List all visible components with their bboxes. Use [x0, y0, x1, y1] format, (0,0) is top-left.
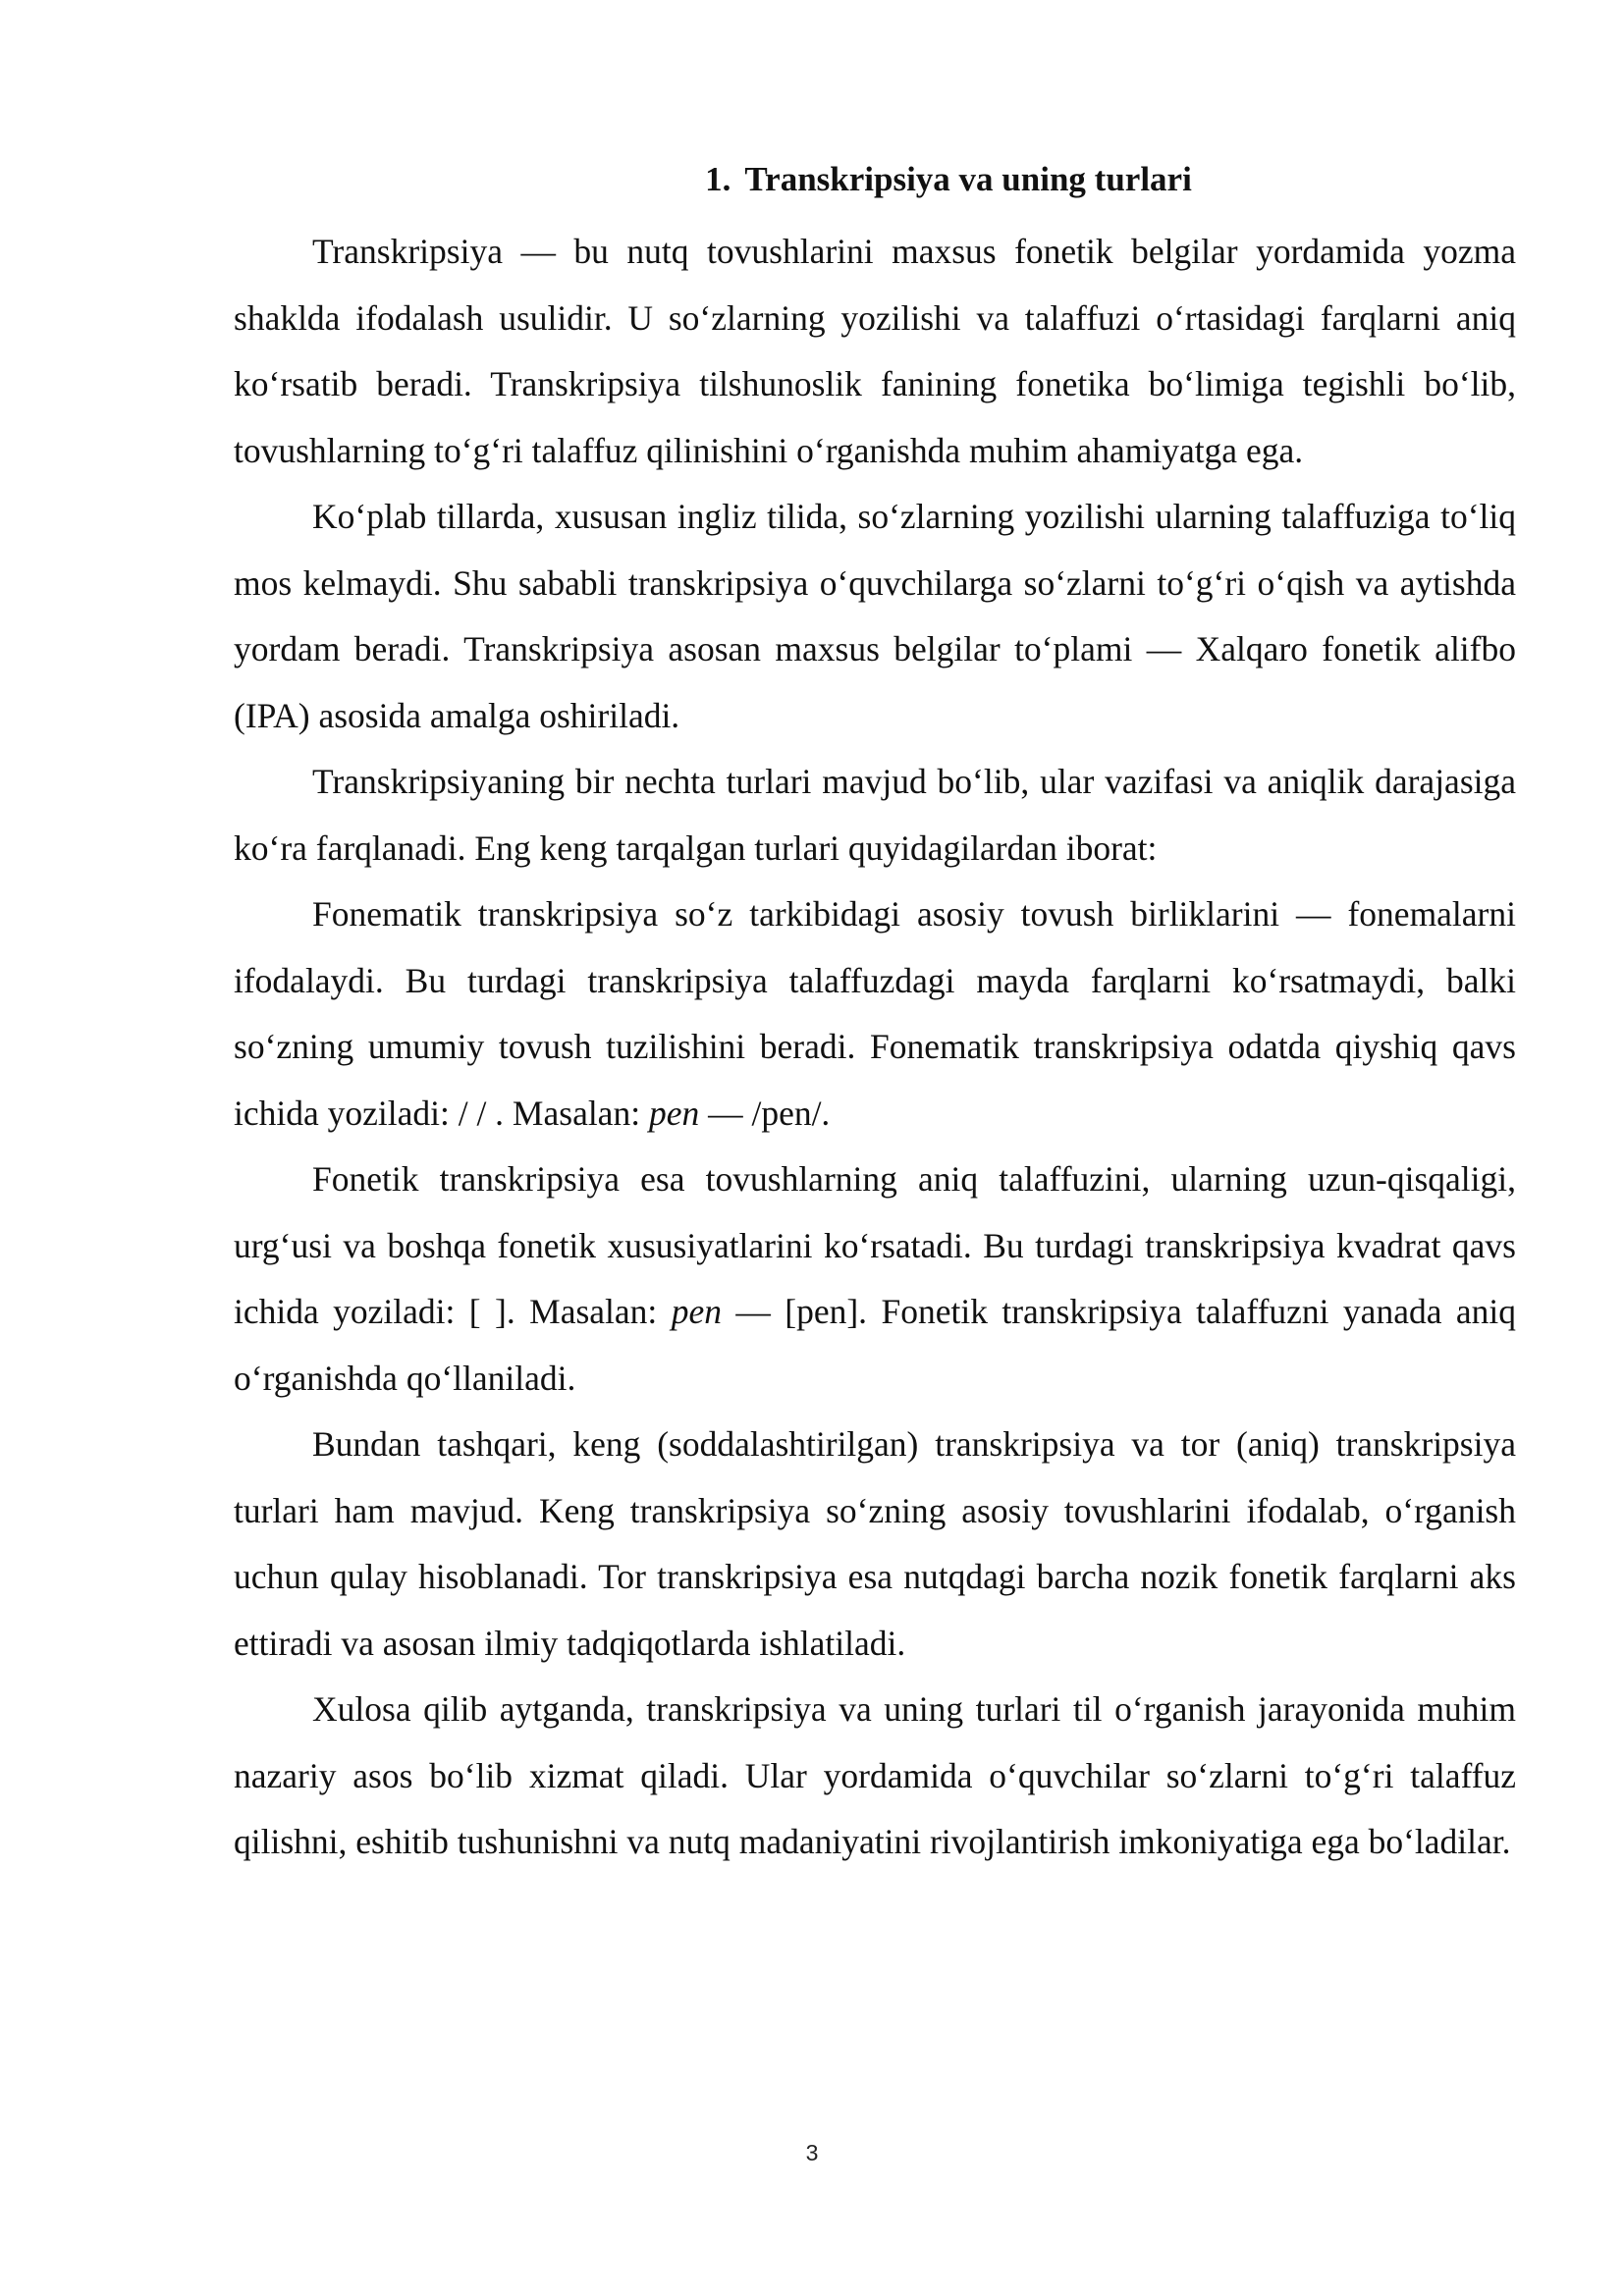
- section-heading: [234, 152, 1516, 207]
- document-page: [234, 152, 1516, 1876]
- phonemic-example-word: pen: [648, 1093, 700, 1133]
- phonemic-text: Fonematik transkripsiya so‘z tarkibidagi asosiy tovush birliklarini — fonemalarni ifodalaydi. Bu turdagi transkripsiya talaffuzdagi mayda farqlarni ko‘rsatmaydi, balki so‘zning umumiy tovush tuzilishini beradi. Fonematik transkripsiya odatda qiyshiq qavs ichida yoziladi: / / . Masalan:: [234, 894, 1516, 1133]
- paragraph-phonemic: [234, 881, 1516, 1147]
- phonetic-text: Fonetik transkripsiya esa tovushlarning aniq talaffuzini, ularning uzun-qisqaligi, urg‘usi va boshqa fonetik xususiyatlarini ko‘rsatadi. Bu turdagi transkripsiya kvadrat qavs ichida yoziladi: [ ]. Masalan:: [234, 1159, 1516, 1331]
- paragraph-definition: Transkripsiya — bu nutq tovushlarini maxsus fonetik belgilar yordamida yozma shaklda ifodalash usulidir. U so‘zlarning yozilishi va talaffuzi o‘rtasidagi farqlarni aniq ko‘rsatib beradi. Transkripsiya tilshunoslik fanining fonetika bo‘limiga tegishli bo‘lib, tovushlarning to‘g‘ri talaffuz qilinishini o‘rganishda muhim ahamiyatga ega.: [234, 232, 1516, 470]
- phonetic-example-transcription: — [pen]. Fonetik transkripsiya talaffuzni yanada aniq o‘rganishda qo‘llaniladi.: [234, 1292, 1516, 1398]
- paragraph-conclusion: Xulosa qilib aytganda, transkripsiya va uning turlari til o‘rganish jarayonida muhim nazariy asos bo‘lib xizmat qiladi. Ular yordamida o‘quvchilar so‘zlarni to‘g‘ri talaffuz qilishni, eshitib tushunishni va nutq madaniyatini rivojlantirish imkoniyatiga ega bo‘ladilar.: [234, 1689, 1516, 1861]
- phonetic-example-word: pen: [671, 1292, 722, 1331]
- page-number: 3: [805, 2140, 819, 2165]
- section-number: 1.: [705, 160, 731, 198]
- paragraph-phonetic: [234, 1147, 1516, 1412]
- phonemic-example-transcription: — /pen/.: [699, 1093, 831, 1133]
- paragraph-types-intro: Transkripsiyaning bir nechta turlari mavjud bo‘lib, ular vazifasi va aniqlik darajasiga ko‘ra farqlanadi. Eng keng tarqalgan turlari quyidagilardan iborat:: [234, 762, 1516, 868]
- paragraph-broad-narrow: Bundan tashqari, keng (soddalashtirilgan) transkripsiya va tor (aniq) transkripsiya turlari ham mavjud. Keng transkripsiya so‘zning asosiy tovushlarini ifodalab, o‘rganish uchun qulay hisoblanadi. Tor transkripsiya esa nutqdagi barcha nozik fonetik farqlarni aks ettiradi va asosan ilmiy tadqiqotlarda ishlatiladi.: [234, 1424, 1516, 1663]
- section-title: Transkripsiya va uning turlari: [744, 160, 1192, 198]
- paragraph-english-spelling: Ko‘plab tillarda, xususan ingliz tilida, so‘zlarning yozilishi ularning talaffuziga to‘liq mos kelmaydi. Shu sababli transkripsiya o‘quvchilarga so‘zlarni to‘g‘ri o‘qish va aytishda yordam beradi. Transkripsiya asosan maxsus belgilar to‘plami — Xalqaro fonetik alifbo (IPA) asosida amalga oshiriladi.: [234, 497, 1516, 735]
